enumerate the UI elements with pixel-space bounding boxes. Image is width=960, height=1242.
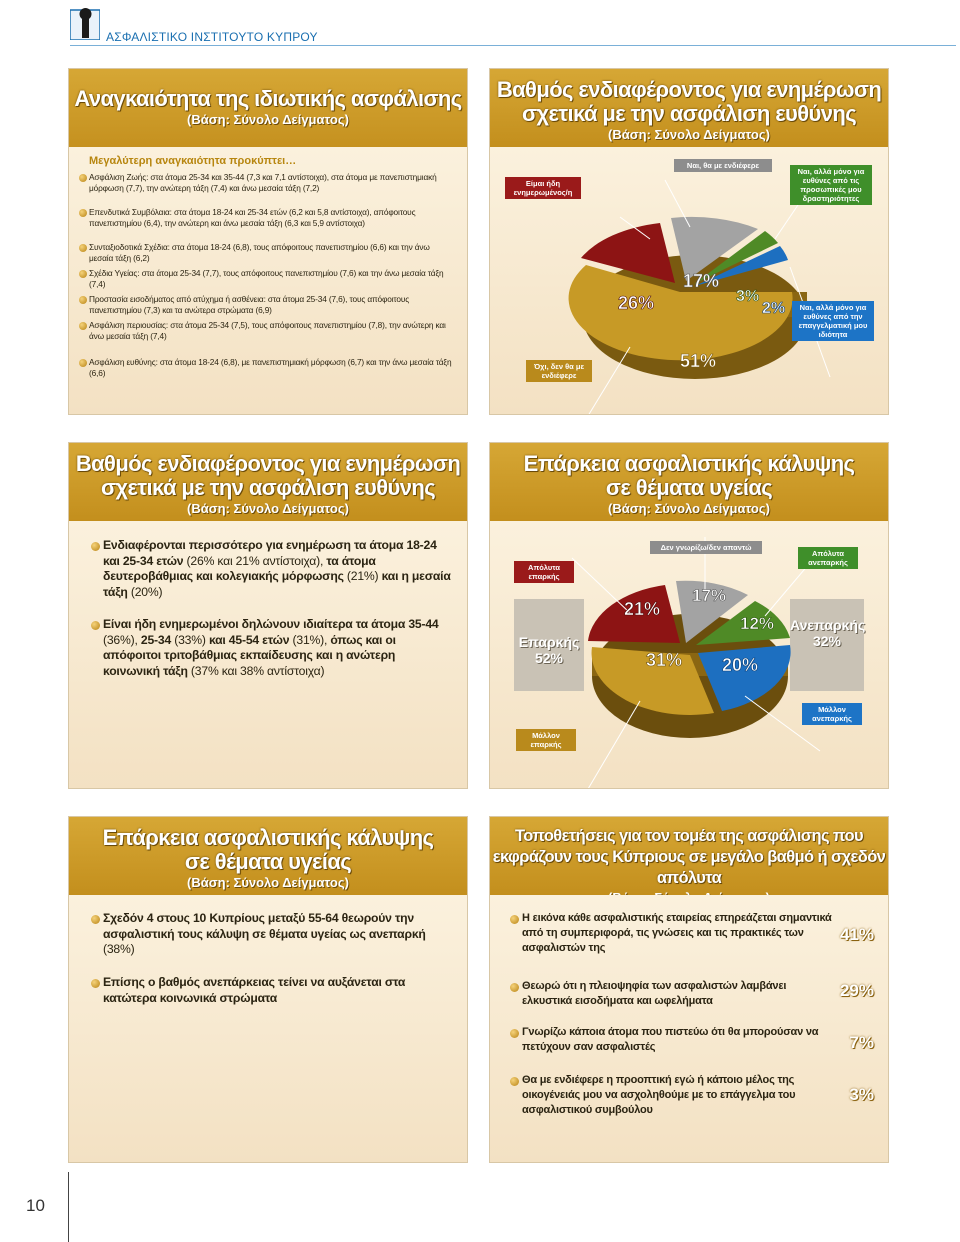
category-label-informed: Είμαι ήδη ενημερωμένος/η <box>505 177 581 199</box>
bullet-dot-icon <box>510 915 519 924</box>
header-org-name: ΑΣΦΑΛΙΣΤΙΚΟ ΙΝΣΤΙΤΟΥΤΟ ΚΥΠΡΟΥ <box>106 30 318 44</box>
slide-title-line1: Επάρκεια ασφαλιστικής κάλυψης <box>523 451 855 476</box>
slide-title: Αναγκαιότητα της ιδιωτικής ασφάλισης <box>74 86 462 111</box>
bullet-dot-icon <box>79 209 87 217</box>
bullet-dot-icon <box>79 296 87 304</box>
slide-liability-interest-notes <box>69 443 467 788</box>
slide-title-band <box>490 817 888 904</box>
category-label-no-interest: Όχι, δεν θα με ενδιέφερε <box>526 360 592 382</box>
bullet-item: Ενδιαφέρονται περισσότερο για ενημέρωση τα άτομα 18-24 και 25-34 ετών (26% και 21% αντίστοιχα), τα άτομα δευτεροβάθμιας και κολεγιακής μόρφωσης (21%) και η μεσαία τάξη (20%) <box>103 538 453 600</box>
slide-title-band <box>490 443 888 530</box>
category-label-dont-know: Δεν γνωρίζω/δεν απαντώ <box>650 541 762 554</box>
bullet-item: Είναι ήδη ενημερωμένοι δηλώνουν ιδιαίτερα τα άτομα 35-44 (36%), 25-34 (33%) και 45-54 ετών (31%), όπως και οι απόφοιτοι τριτοβάθμιας εκπαίδευσης και η ανώτερη κοινωνική τάξη (37% και 38% αντίστοιχα) <box>103 617 453 679</box>
slide-base: (Βάση: Σύνολο Δείγματος) <box>187 501 349 516</box>
statement-value: 41% <box>839 925 874 944</box>
bullet-dot-icon <box>79 359 87 367</box>
bullet-dot-icon <box>79 174 87 182</box>
statement-item: Γνωρίζω κάποια άτομα που πιστεύω ότι θα μπορούσαν να πετύχουν σαν ασφαλιστές <box>522 1025 836 1055</box>
category-label-rather-inadequate: Μάλλον ανεπαρκής <box>802 703 862 725</box>
slide-title-line1: Τοποθετήσεις για τον τομέα της ασφάλισης που <box>514 827 863 845</box>
slide-title-band <box>490 69 888 156</box>
pie-value-personal-only: 3% <box>736 288 760 305</box>
pie-value-fully-inadequate: 12% <box>740 614 775 633</box>
pie-value-fully-adequate: 21% <box>624 599 661 619</box>
bullet-dot-icon <box>510 1077 519 1086</box>
bullet-item: Ασφάλιση Ζωής: στα άτομα 25-34 και 35-44 (7,3 και 7,1 αντίστοιχα), στα άτομα με πανεπιστημιακή μόρφωση (7,7), την ανώτερη τάξη (7,4) και άνω μεσαία τάξη (7,2) <box>89 172 453 194</box>
category-label-rather-adequate: Μάλλον επαρκής <box>516 729 576 751</box>
pie-value-rather-inadequate: 20% <box>722 655 759 675</box>
group-label-adequate: Επαρκής 52% <box>518 634 580 666</box>
statement-item: Θεωρώ ότι η πλειοψηφία των ασφαλιστών λαμβάνει ελκυστικά εισοδήματα και ωφελήματα <box>522 979 836 1009</box>
pie-value-informed: 26% <box>618 293 655 313</box>
slide-insurance-necessity <box>69 69 467 414</box>
bullet-item: Επίσης ο βαθμός ανεπάρκειας τείνει να αυξάνεται στα κατώτερα κοινωνικά στρώματα <box>103 975 453 1006</box>
slide-title-band <box>69 443 467 530</box>
bullet-item: Προστασία εισοδήματος από ατύχημα ή ασθένεια: στα άτομα 25-34 (7,6), τους απόφοιτους πανεπιστημίου (7,3) και τα ανώτερα στρώματα (6,9) <box>89 294 453 316</box>
bullet-dot-icon <box>91 979 100 988</box>
bullet-dot-icon <box>510 1029 519 1038</box>
slide-title-line1: Βαθμός ενδιαφέροντος για ενημέρωση <box>75 451 461 476</box>
slide-base: (Βάση: Σύνολο Δείγματος) <box>187 875 349 890</box>
statement-value: 7% <box>849 1033 874 1052</box>
slide-title-line1: Βαθμός ενδιαφέροντος για ενημέρωση <box>496 77 882 102</box>
category-label-fully-adequate: Απόλυτα επαρκής <box>514 561 574 583</box>
bullet-item: Σχέδια Υγείας: στα άτομα 25-34 (7,7), τους απόφοιτους πανεπιστημίου (7,6) και την άνω μεσαία τάξη (7,4) <box>89 268 453 290</box>
slide-body <box>490 521 888 788</box>
institute-logo-icon <box>70 6 100 40</box>
bullet-dot-icon <box>79 270 87 278</box>
slide-body <box>69 895 467 1162</box>
pie-value-professional-only: 2% <box>762 300 786 317</box>
bullet-dot-icon <box>79 322 87 330</box>
bullet-item: Σχεδόν 4 στους 10 Κυπρίους μεταξύ 55-64 θεωρούν την ασφαλιστική τους κάλυψη σε θέματα υγείας ως ανεπαρκή (38%) <box>103 911 453 958</box>
group-label-inadequate: Ανεπαρκής 32% <box>790 617 866 649</box>
pie-value-no-interest: 51% <box>680 351 717 371</box>
slide-title-line1: Επάρκεια ασφαλιστικής κάλυψης <box>102 825 434 850</box>
bullet-dot-icon <box>79 244 87 252</box>
slide-title-line2: εκφράζουν τους Κύπριους σε μεγάλο βαθμό ή σχεδόν απόλυτα <box>492 848 886 887</box>
statement-item: Η εικόνα κάθε ασφαλιστικής εταιρείας επηρεάζεται σημαντικά από τη συμπεριφορά, τις γνώσεις και τις πρακτικές των ασφαλιστών της <box>522 911 836 956</box>
category-label-interested: Ναι, θα με ενδιέφερε <box>674 159 772 172</box>
bullet-item: Ασφάλιση ευθύνης: στα άτομα 18-24 (6,8), με πανεπιστημιακή μόρφωση (6,7) και την άνω μεσαία τάξη (6,6) <box>89 357 453 379</box>
bullet-dot-icon <box>91 542 100 551</box>
slide-base: (Βάση: Σύνολο Δείγματος) <box>608 501 770 516</box>
bullet-dot-icon <box>91 915 100 924</box>
slide-body <box>490 147 888 414</box>
slide-title-line2: σε θέματα υγείας <box>184 849 352 874</box>
bullet-dot-icon <box>510 983 519 992</box>
category-label-professional-only: Ναι, αλλά μόνο για ευθύνες από την επαγγελματική μου ιδιότητα <box>792 301 874 341</box>
slide-body <box>69 521 467 788</box>
page-number: 10 <box>26 1196 45 1215</box>
bullet-item: Συνταξιοδοτικά Σχέδια: στα άτομα 18-24 (6,8), τους απόφοιτους πανεπιστημίου (6,6) και την άνω μεσαία τάξη (6,2) <box>89 242 453 264</box>
slide-title-band <box>69 817 467 904</box>
slide-body <box>69 147 467 414</box>
pie-value-dont-know: 17% <box>692 586 727 605</box>
slide-health-coverage-chart <box>490 443 888 788</box>
slide-base: (Βάση: Σύνολο Δείγματος) <box>187 112 349 127</box>
statement-value: 3% <box>849 1085 874 1104</box>
slide-health-coverage-notes <box>69 817 467 1162</box>
category-label-fully-inadequate: Απόλυτα ανεπαρκής <box>798 547 858 569</box>
slide-body <box>490 895 888 1162</box>
pie-value-interested: 17% <box>683 271 720 291</box>
slide-title-line2: σχετικά με την ασφάλιση ευθύνης <box>521 101 857 126</box>
category-label-personal-only: Ναι, αλλά μόνο για ευθύνες από τις προσωπικές μου δραστηριότητες <box>790 165 872 205</box>
footer-rule <box>68 1172 69 1242</box>
bullet-item: Ασφάλιση περιουσίας: στα άτομα 25-34 (7,5), τους απόφοιτους πανεπιστημίου (7,8), την ανώτερη και άνω μεσαία τάξη (7,4) <box>89 320 453 342</box>
bullet-dot-icon <box>91 621 100 630</box>
slide-title-line2: σχετικά με την ασφάλιση ευθύνης <box>100 475 436 500</box>
slide-insurance-sector-attitudes <box>490 817 888 1162</box>
slide-subhead: Μεγαλύτερη αναγκαιότητα προκύπτει… <box>89 155 297 167</box>
statement-value: 29% <box>839 981 874 1000</box>
pie-value-rather-adequate: 31% <box>646 650 683 670</box>
header-divider <box>70 45 956 46</box>
slide-title-line2: σε θέματα υγείας <box>605 475 773 500</box>
slide-base: (Βάση: Σύνολο Δείγματος) <box>608 127 770 142</box>
statement-item: Θα με ενδιέφερε η προοπτική εγώ ή κάποιο μέλος της οικογένειάς μου να ασχοληθούμε με το επάγγελμα του ασφαλιστικού συμβούλου <box>522 1073 836 1118</box>
slide-liability-interest-chart <box>490 69 888 414</box>
bullet-item: Επενδυτικά Συμβόλαια: στα άτομα 18-24 και 25-34 ετών (6,2 και 5,8 αντίστοιχα), απόφοιτους πανεπιστημίου (6,4), την ανώτερη και άνω μεσαία τάξη (6,3 και 5,9 αντίστοιχα) <box>89 207 453 229</box>
